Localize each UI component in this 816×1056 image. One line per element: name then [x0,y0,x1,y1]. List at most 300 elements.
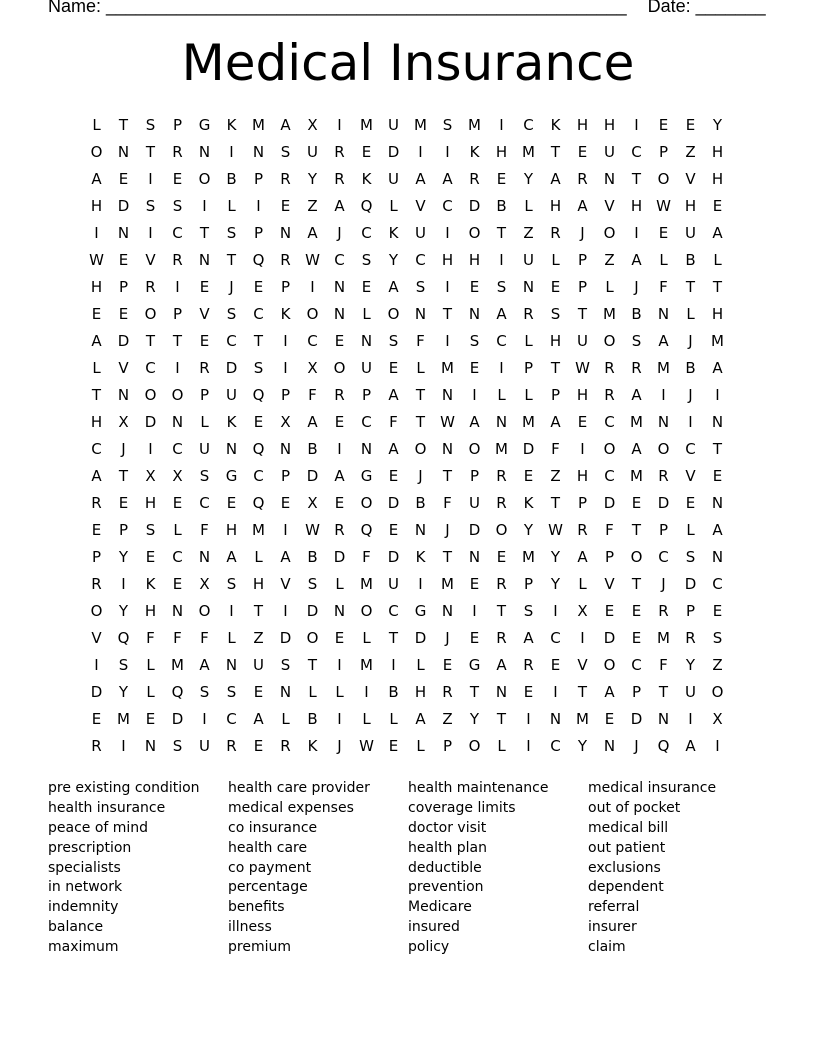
grid-letter: E [334,629,345,647]
grid-letter: S [226,305,237,323]
grid-letter: M [522,548,535,566]
grid-letter: N [468,305,481,323]
word-list-item: balance [48,919,104,936]
grid-letter: G [414,602,427,620]
grid-letter: R [496,494,507,512]
grid-letter: J [337,224,342,242]
grid-letter: S [307,575,318,593]
grid-letter: N [225,440,238,458]
grid-letter: H [225,521,238,539]
grid-letter: N [549,710,562,728]
grid-letter: R [631,359,642,377]
grid-row [83,625,733,652]
grid-letter: P [577,494,588,512]
grid-letter: H [684,197,697,215]
word-list-item: illness [228,919,272,936]
grid-letter: O [603,656,616,674]
grid-letter: V [415,197,426,215]
grid-letter: D [333,548,346,566]
grid-letter: I [94,656,99,674]
grid-letter: N [279,224,292,242]
grid-letter: H [90,413,103,431]
grid-letter: G [360,467,373,485]
grid-letter: O [306,629,319,647]
grid-letter: E [523,683,534,701]
grid-letter: S [145,116,156,134]
grid-letter: U [415,224,426,242]
grid-letter: R [91,737,102,755]
grid-letter: D [603,629,616,647]
grid-letter: S [469,332,480,350]
grid-letter: P [253,224,264,242]
grid-letter: R [658,602,669,620]
grid-letter: N [333,602,346,620]
grid-letter: D [468,197,481,215]
grid-letter: K [226,413,237,431]
grid-letter: Q [360,521,373,539]
grid-letter: N [360,440,373,458]
grid-letter: W [305,521,320,539]
grid-letter: R [577,170,588,188]
grid-letter: M [495,440,508,458]
grid-letter: T [91,386,102,404]
grid-letter: R [199,359,210,377]
grid-letter: E [361,278,372,296]
grid-letter: A [307,413,318,431]
grid-letter: I [283,332,288,350]
grid-letter: I [499,359,504,377]
grid-letter: E [577,413,588,431]
grid-letter: R [280,737,291,755]
grid-letter: L [146,683,155,701]
grid-letter: I [337,440,342,458]
grid-letter: P [523,575,534,593]
grid-letter: P [280,278,291,296]
grid-letter: X [118,413,129,431]
grid-letter: R [523,305,534,323]
grid-letter: U [685,683,696,701]
grid-letter: P [577,251,588,269]
word-list-item: prevention [408,879,484,896]
grid-letter: H [549,197,562,215]
grid-letter: V [118,359,129,377]
grid-letter: T [442,467,453,485]
grid-letter: K [523,494,534,512]
grid-letter: V [280,575,291,593]
grid-letter: B [307,548,318,566]
grid-letter: Y [712,116,723,134]
word-list-item: co insurance [228,819,318,836]
grid-letter: N [414,521,427,539]
grid-letter: D [90,683,103,701]
grid-letter: O [468,440,481,458]
grid-letter: I [283,602,288,620]
grid-letter: E [91,710,102,728]
grid-letter: I [148,224,153,242]
grid-letter: W [656,197,671,215]
grid-letter: R [604,386,615,404]
grid-letter: I [499,116,504,134]
grid-letter: I [634,224,639,242]
grid-letter: A [712,521,723,539]
grid-letter: B [307,440,318,458]
word-list-item: benefits [228,899,285,916]
grid-letter: I [310,278,315,296]
grid-letter: L [254,548,263,566]
grid-letter: L [362,629,371,647]
grid-row [83,409,733,436]
grid-letter: B [226,170,237,188]
grid-letter: H [603,116,616,134]
grid-letter: M [657,629,670,647]
grid-letter: T [469,683,480,701]
grid-letter: O [198,602,211,620]
grid-letter: S [226,683,237,701]
grid-letter: B [496,197,507,215]
grid-letter: D [144,413,157,431]
grid-letter: T [253,332,264,350]
word-list-item: insurer [588,919,637,936]
grid-letter: F [659,278,668,296]
grid-letter: I [391,656,396,674]
grid-letter: D [387,548,400,566]
grid-letter: I [634,116,639,134]
grid-letter: I [661,386,666,404]
grid-letter: H [468,251,481,269]
grid-letter: C [523,116,534,134]
grid-letter: U [685,224,696,242]
grid-letter: A [280,116,291,134]
grid-letter: T [415,386,426,404]
grid-row [83,193,733,220]
grid-letter: O [603,224,616,242]
grid-letter: E [253,278,264,296]
grid-letter: R [226,737,237,755]
grid-letter: T [577,683,588,701]
grid-row [83,733,733,760]
grid-letter: E [253,413,264,431]
grid-letter: P [361,386,372,404]
grid-letter: A [523,629,534,647]
grid-letter: R [469,170,480,188]
grid-row [83,274,733,301]
grid-letter: Q [171,683,184,701]
grid-letter: D [387,494,400,512]
grid-letter: N [711,548,724,566]
grid-letter: F [173,629,182,647]
grid-letter: A [253,710,264,728]
grid-letter: E [631,494,642,512]
grid-letter: F [200,521,209,539]
grid-letter: V [199,305,210,323]
grid-letter: M [171,656,184,674]
grid-letter: P [631,683,642,701]
grid-letter: U [199,440,210,458]
grid-letter: C [550,737,561,755]
grid-letter: I [94,224,99,242]
word-list-item: in network [48,879,123,896]
grid-letter: K [226,116,237,134]
grid-letter: Q [360,197,373,215]
grid-letter: D [306,602,319,620]
grid-letter: N [198,143,211,161]
grid-letter: R [442,683,453,701]
grid-letter: P [118,521,129,539]
grid-row [83,220,733,247]
grid-letter: P [280,386,291,404]
grid-letter: S [496,278,507,296]
grid-letter: R [91,494,102,512]
name-field-label: Name: ____________________________________________________ [48,0,627,16]
grid-letter: W [89,251,104,269]
grid-letter: K [145,575,156,593]
grid-letter: I [121,575,126,593]
grid-letter: R [496,629,507,647]
grid-letter: M [441,359,454,377]
grid-letter: T [496,710,507,728]
grid-letter: N [225,656,238,674]
grid-letter: S [415,278,426,296]
grid-letter: X [307,116,318,134]
word-list-item: peace of mind [48,819,149,836]
grid-letter: T [631,170,642,188]
grid-letter: H [630,197,643,215]
grid-letter: J [121,440,126,458]
grid-row [83,706,733,733]
grid-letter: L [281,710,290,728]
grid-letter: P [253,170,264,188]
grid-letter: C [658,548,669,566]
grid-letter: R [334,170,345,188]
grid-letter: I [202,197,207,215]
grid-letter: E [172,494,183,512]
grid-letter: Q [252,386,265,404]
grid-letter: I [148,440,153,458]
grid-letter: O [90,143,103,161]
grid-letter: D [522,440,535,458]
grid-letter: A [469,413,480,431]
grid-letter: C [226,710,237,728]
grid-letter: C [388,602,399,620]
grid-letter: A [577,548,588,566]
grid-letter: W [548,521,563,539]
grid-letter: Y [577,737,588,755]
grid-letter: L [389,710,398,728]
grid-letter: J [229,278,234,296]
grid-letter: R [577,521,588,539]
grid-letter: X [172,467,183,485]
grid-letter: O [144,386,157,404]
grid-letter: Q [252,494,265,512]
grid-letter: I [715,386,720,404]
grid-letter: N [279,440,292,458]
grid-letter: C [631,656,642,674]
grid-letter: U [199,737,210,755]
word-search-grid [83,112,733,760]
grid-letter: O [603,332,616,350]
word-list-item: medical expenses [228,799,354,816]
grid-letter: H [711,143,724,161]
grid-letter: P [577,278,588,296]
grid-letter: M [441,575,454,593]
grid-letter: M [657,359,670,377]
grid-letter: I [418,575,423,593]
grid-letter: X [307,494,318,512]
grid-letter: R [145,278,156,296]
grid-letter: A [226,548,237,566]
grid-letter: H [576,116,589,134]
grid-letter: P [550,386,561,404]
grid-letter: V [685,467,696,485]
grid-letter: O [603,440,616,458]
word-list-item: pre existing condition [48,780,200,796]
grid-letter: F [362,548,371,566]
grid-letter: E [550,278,561,296]
grid-letter: N [279,683,292,701]
grid-letter: Z [523,224,534,242]
word-list-item: co payment [228,859,312,876]
grid-letter: S [712,629,723,647]
date-field-label: Date: _______ [647,0,766,16]
grid-letter: A [631,440,642,458]
grid-letter: M [360,575,373,593]
grid-letter: W [440,413,455,431]
grid-letter: C [253,305,264,323]
grid-letter: B [307,710,318,728]
grid-letter: J [580,224,585,242]
grid-row [83,544,733,571]
grid-letter: R [523,656,534,674]
grid-letter: N [711,413,724,431]
grid-letter: M [360,656,373,674]
grid-letter: R [334,143,345,161]
word-list-item: medical bill [588,819,669,836]
word-list-column [48,779,228,958]
grid-letter: T [577,305,588,323]
word-list-item: health insurance [48,799,166,816]
grid-letter: B [631,305,642,323]
grid-letter: Z [442,710,453,728]
grid-letter: K [361,170,372,188]
word-list-item: exclusions [588,859,661,876]
grid-letter: M [522,413,535,431]
grid-row [83,355,733,382]
grid-letter: N [441,602,454,620]
grid-letter: T [442,305,453,323]
word-list-item: referral [588,899,640,916]
grid-letter: A [685,737,696,755]
grid-letter: S [145,197,156,215]
grid-letter: O [360,602,373,620]
grid-letter: N [333,278,346,296]
grid-letter: C [334,251,345,269]
grid-letter: F [308,386,317,404]
word-list-item: out patient [588,839,666,856]
grid-letter: U [388,116,399,134]
grid-letter: L [524,197,533,215]
grid-letter: E [685,494,696,512]
grid-letter: I [445,332,450,350]
grid-letter: P [172,116,183,134]
grid-letter: L [362,710,371,728]
grid-letter: H [90,197,103,215]
word-list-item: health care [228,839,308,856]
grid-letter: E [469,359,480,377]
grid-letter: F [605,521,614,539]
grid-letter: E [280,494,291,512]
grid-letter: I [526,710,531,728]
grid-letter: F [443,494,452,512]
grid-letter: B [685,251,696,269]
grid-letter: S [631,332,642,350]
grid-letter: I [553,602,558,620]
grid-letter: T [172,332,183,350]
grid-letter: L [389,197,398,215]
grid-letter: P [91,548,102,566]
grid-letter: E [253,683,264,701]
grid-letter: L [416,656,425,674]
grid-letter: C [199,494,210,512]
grid-letter: S [253,359,264,377]
grid-letter: I [337,116,342,134]
grid-letter: P [469,467,480,485]
grid-letter: J [661,575,666,593]
grid-letter: X [199,575,210,593]
grid-letter: R [334,521,345,539]
grid-letter: O [306,305,319,323]
grid-letter: C [226,332,237,350]
grid-letter: T [550,359,561,377]
grid-letter: A [550,413,561,431]
grid-letter: E [118,494,129,512]
grid-letter: E [172,575,183,593]
grid-letter: L [416,737,425,755]
grid-letter: D [387,143,400,161]
grid-letter: I [715,737,720,755]
grid-letter: O [144,305,157,323]
grid-letter: R [496,467,507,485]
grid-letter: S [280,143,291,161]
grid-letter: L [92,359,101,377]
grid-letter: M [252,521,265,539]
grid-letter: U [361,359,372,377]
grid-letter: H [414,683,427,701]
grid-letter: E [334,413,345,431]
grid-letter: E [388,737,399,755]
grid-letter: S [550,305,561,323]
grid-letter: C [604,467,615,485]
grid-letter: U [469,494,480,512]
grid-letter: A [712,224,723,242]
grid-row [83,139,733,166]
grid-letter: N [441,386,454,404]
grid-letter: N [603,170,616,188]
grid-letter: W [305,251,320,269]
grid-letter: B [685,359,696,377]
grid-letter: E [388,521,399,539]
grid-row [83,166,733,193]
grid-row [83,598,733,625]
grid-letter: I [364,683,369,701]
grid-letter: I [202,710,207,728]
grid-letter: A [307,224,318,242]
grid-letter: L [686,521,695,539]
grid-letter: M [414,116,427,134]
grid-letter: U [388,170,399,188]
grid-letter: H [711,305,724,323]
word-list-column [588,779,768,958]
word-list-item: prescription [48,839,132,856]
